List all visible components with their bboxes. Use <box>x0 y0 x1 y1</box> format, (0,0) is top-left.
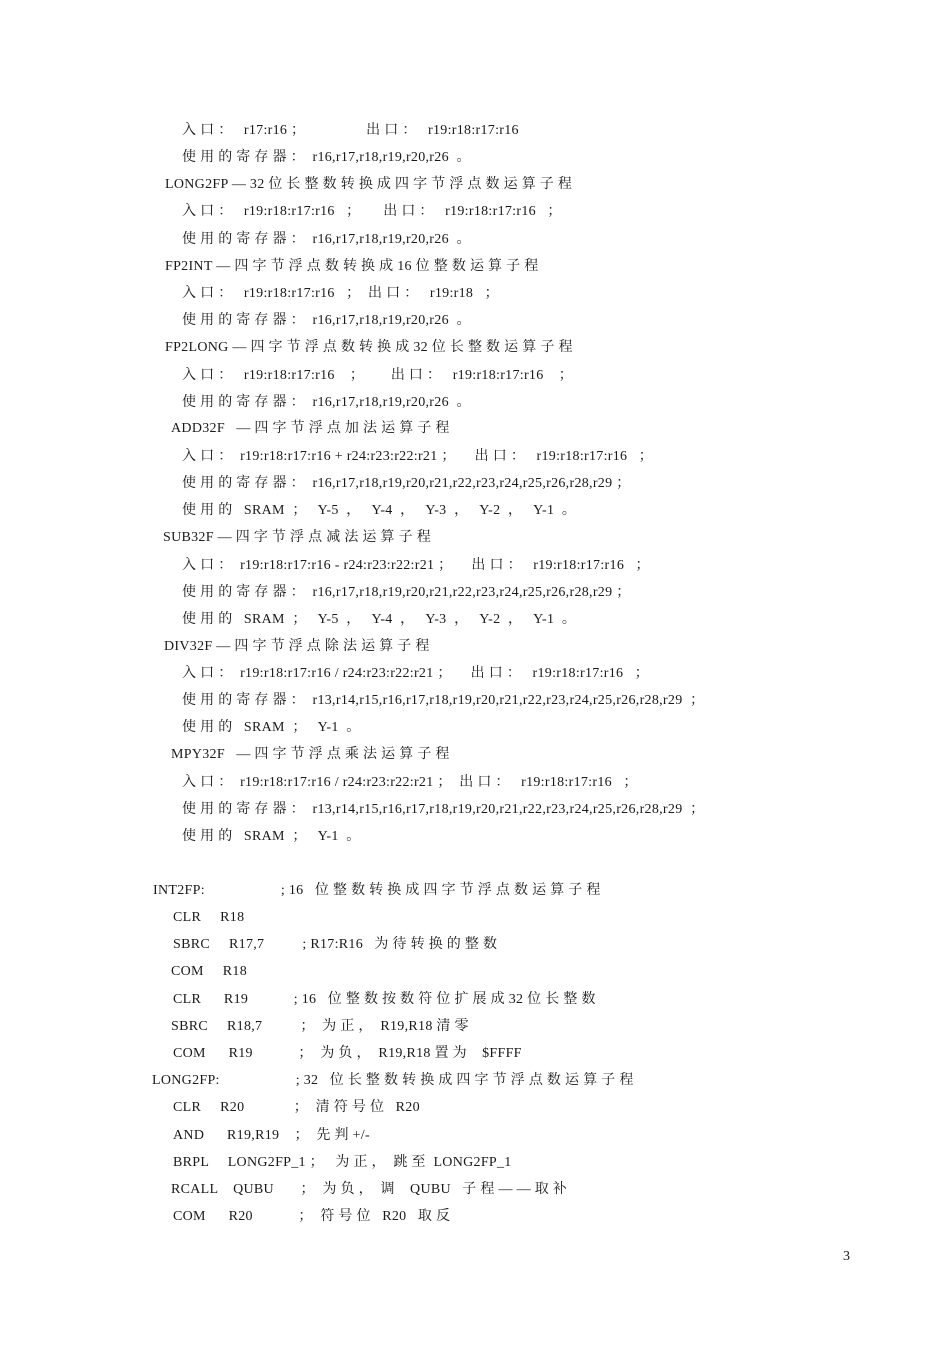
text-line-10: 入 口 ： r19:r18:r17:r16 ； 出 口 ： r19:r18:r17:r16 ； <box>182 368 574 383</box>
text-line-6: FP2INT — 四 字 节 浮 点 数 转 换 成 16 位 整 数 运 算 子 程 <box>165 259 539 274</box>
text-line-14: 使 用 的 寄 存 器 ： r16,r17,r18,r19,r20,r21,r22,r23,r24,r25,r26,r28,r29 ； <box>182 476 631 491</box>
text-line-11: 使 用 的 寄 存 器 ： r16,r17,r18,r19,r20,r26 。 <box>182 395 471 410</box>
code-line: SBRC R17,7 ; R17:R16 为 待 转 换 的 整 数 <box>173 937 498 952</box>
text-line-24: MPY32F — 四 字 节 浮 点 乘 法 运 算 子 程 <box>171 747 450 762</box>
text-line-3: LONG2FP — 32 位 长 整 数 转 换 成 四 字 节 浮 点 数 运 算 子 程 <box>165 177 573 192</box>
code-line: CLR R19 ; 16 位 整 数 按 数 符 位 扩 展 成 32 位 长 整 数 <box>173 992 596 1007</box>
code-line: BRPL LONG2FP_1 ； 为 正 ， 跳 至 LONG2FP_1 <box>173 1155 512 1170</box>
page-number: 3 <box>843 1249 850 1264</box>
text-line-26: 使 用 的 寄 存 器 ： r13,r14,r15,r16,r17,r18,r19,r20,r21,r22,r23,r24,r25,r26,r28,r29 ； <box>182 802 705 817</box>
text-line-12: ADD32F — 四 字 节 浮 点 加 法 运 算 子 程 <box>171 421 450 436</box>
code-line: SBRC R18,7 ； 为 正 ， R19,R18 清 零 <box>171 1019 469 1034</box>
text-line-20: DIV32F — 四 字 节 浮 点 除 法 运 算 子 程 <box>164 639 430 654</box>
text-line-19: 使 用 的 SRAM ； Y-5 ， Y-4 ， Y-3 ， Y-2 ， Y-1 。 <box>182 612 577 627</box>
code-line: AND R19,R19 ； 先 判 +/- <box>173 1128 370 1143</box>
code-line: COM R20 ； 符 号 位 R20 取 反 <box>173 1209 451 1224</box>
code-label-int2fp: INT2FP: ; 16 位 整 数 转 换 成 四 字 节 浮 点 数 运 算 子 程 <box>153 883 601 898</box>
text-line-22: 使 用 的 寄 存 器 ： r13,r14,r15,r16,r17,r18,r19,r20,r21,r22,r23,r24,r25,r26,r28,r29 ； <box>182 693 705 708</box>
text-line-25: 入 口 ： r19:r18:r17:r16 / r24:r23:r22:r21 ； 出 口 ： r19:r18:r17:r16 ； <box>182 775 638 790</box>
code-line: CLR R20 ； 清 符 号 位 R20 <box>173 1100 420 1115</box>
text-line-4: 入 口 ： r19:r18:r17:r16 ； 出 口 ： r19:r18:r17:r16 ； <box>182 204 562 219</box>
code-line: COM R19 ； 为 负 ， R19,R18 置 为 $FFFF <box>173 1046 522 1061</box>
code-line: CLR R18 <box>173 910 245 925</box>
text-line-7: 入 口 ： r19:r18:r17:r16 ； 出 口 ： r19:r18 ； <box>182 286 499 301</box>
text-line-23: 使 用 的 SRAM ； Y-1 。 <box>182 720 361 735</box>
text-line-17: 入 口 ： r19:r18:r17:r16 - r24:r23:r22:r21 ； 出 口 ： r19:r18:r17:r16 ； <box>182 558 650 573</box>
text-line-27: 使 用 的 SRAM ； Y-1 。 <box>182 829 361 844</box>
code-line: RCALL QUBU ； 为 负 ， 调 QUBU 子 程 — — 取 补 <box>171 1182 568 1197</box>
text-line-18: 使 用 的 寄 存 器 ： r16,r17,r18,r19,r20,r21,r22,r23,r24,r25,r26,r28,r29 ； <box>182 585 631 600</box>
text-line-8: 使 用 的 寄 存 器 ： r16,r17,r18,r19,r20,r26 。 <box>182 313 471 328</box>
text-line-15: 使 用 的 SRAM ； Y-5 ， Y-4 ， Y-3 ， Y-2 ， Y-1 。 <box>182 503 577 518</box>
text-line-5: 使 用 的 寄 存 器 ： r16,r17,r18,r19,r20,r26 。 <box>182 232 471 247</box>
text-line-16: SUB32F — 四 字 节 浮 点 减 法 运 算 子 程 <box>163 530 432 545</box>
code-label-long2fp: LONG2FP: ; 32 位 长 整 数 转 换 成 四 字 节 浮 点 数 运 算 子 程 <box>152 1073 634 1088</box>
text-line-2: 使 用 的 寄 存 器 ： r16,r17,r18,r19,r20,r26 。 <box>182 150 471 165</box>
text-line-21: 入 口 ： r19:r18:r17:r16 / r24:r23:r22:r21 ； 出 口 ： r19:r18:r17:r16 ； <box>182 666 650 681</box>
text-line-9: FP2LONG — 四 字 节 浮 点 数 转 换 成 32 位 长 整 数 运 算 子 程 <box>165 340 573 355</box>
text-line-13: 入 口 ： r19:r18:r17:r16 + r24:r23:r22:r21 ； 出 口 ： r19:r18:r17:r16 ； <box>182 449 654 464</box>
text-line-1: 入 口 ： r17:r16 ； 出 口 ： r19:r18:r17:r16 <box>182 123 519 138</box>
code-line: COM R18 <box>171 964 248 979</box>
